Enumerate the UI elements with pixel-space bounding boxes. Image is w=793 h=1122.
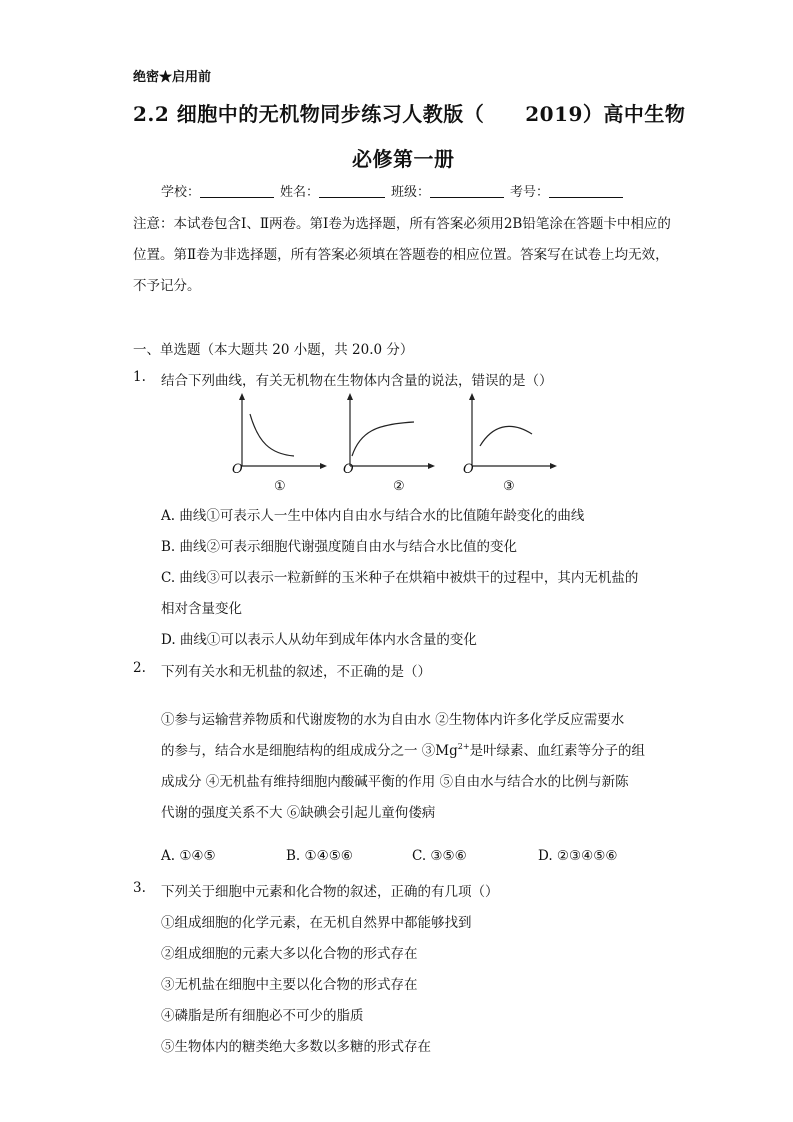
graph-1-origin: O [232, 462, 243, 477]
option-d[interactable]: D. ②③④⑤⑥ [538, 848, 618, 864]
option-a[interactable]: A. ①④⑤ [161, 848, 216, 864]
school-label: 学校： [161, 185, 201, 200]
question-number: 3. [133, 880, 146, 896]
x-axis-arrow [550, 463, 557, 469]
exam-number-blank[interactable] [549, 184, 623, 198]
option-b[interactable]: B. ①④⑤⑥ [286, 848, 353, 864]
instructions-note: 注意：本试卷包含Ⅰ、Ⅱ两卷。第Ⅰ卷为选择题，所有答案必须用2B铅笔涂在答题卡中相应的位置。第Ⅱ卷为非选择题，所有答案必须填在答题卷的相应位置。答案写在试卷上均无效，不予记分。 [133, 216, 671, 294]
superscript: 2+ [457, 742, 470, 751]
statement-text: 的参与，结合水是细胞结构的组成成分之一 ③Mg [161, 743, 458, 759]
curve-graph-3 [458, 392, 558, 472]
question-number: 1. [133, 369, 146, 385]
question-stem: 下列有关水和无机盐的叙述，不正确的是（） [161, 664, 431, 680]
curve-graph-2-svg [336, 392, 436, 472]
option-a[interactable]: A. 曲线①可表示人一生中体内自由水与结合水的比值随年龄变化的曲线 [161, 508, 585, 524]
curve-graph-3-svg [458, 392, 558, 472]
option-c-continued: 相对含量变化 [161, 601, 242, 617]
name-blank[interactable] [319, 184, 385, 198]
class-label: 班级： [391, 185, 431, 200]
y-axis-arrow [239, 393, 245, 400]
statement-text: 是叶绿素、血红素等分子的组 [469, 743, 646, 759]
statement-line: 成成分 ④无机盐有维持细胞内酸碱平衡的作用 ⑤自由水与结合水的比例与新陈 [161, 774, 629, 790]
y-axis-arrow [347, 393, 353, 400]
graph-1-label: ① [274, 479, 286, 494]
question-stem: 结合下列曲线，有关无机物在生物体内含量的说法，错误的是（） [161, 373, 553, 389]
x-axis-arrow [428, 463, 435, 469]
graph-3-origin: O [463, 462, 474, 477]
graph-3-label: ③ [503, 479, 515, 494]
graph-2-origin: O [343, 462, 354, 477]
option-d[interactable]: D. 曲线①可以表示人从幼年到成年体内水含量的变化 [161, 632, 477, 648]
question-stem: 下列关于细胞中元素和化合物的叙述，正确的有几项（） [161, 884, 499, 900]
y-axis-arrow [469, 393, 475, 400]
page-title-line2: 必修第一册 [352, 147, 455, 171]
option-c[interactable]: C. 曲线③可以表示一粒新鲜的玉米种子在烘箱中被烘干的过程中，其内无机盐的 [161, 570, 639, 586]
curve-graph-1 [228, 392, 328, 472]
statement-line: ①参与运输营养物质和代谢废物的水为自由水 ②生物体内许多化学反应需要水 [161, 712, 625, 728]
graph-2-label: ② [393, 479, 405, 494]
exam-number-label: 考号： [510, 185, 550, 200]
name-label: 姓名： [280, 185, 320, 200]
section-header: 一、单选题（本大题共 20 小题，共 20.0 分） [133, 342, 414, 358]
page-title: 2.2 细胞中的无机物同步练习人教版（ 2019）高中生物 [133, 102, 686, 126]
option-b[interactable]: B. 曲线②可表示细胞代谢强度随自由水与结合水比值的变化 [161, 539, 518, 555]
statement-item: ①组成细胞的化学元素，在无机自然界中都能够找到 [161, 915, 472, 931]
statement-line: 代谢的强度关系不大 ⑥缺碘会引起儿童佝偻病 [161, 805, 436, 821]
statement-item: ③无机盐在细胞中主要以化合物的形式存在 [161, 977, 418, 993]
rise-fall-curve [480, 426, 532, 446]
question-number: 2. [133, 660, 146, 676]
curve-graph-2 [336, 392, 436, 472]
class-blank[interactable] [430, 184, 504, 198]
x-axis-arrow [320, 463, 327, 469]
curve-graph-1-svg [228, 392, 328, 472]
confidential-mark: 绝密★启用前 [133, 70, 212, 85]
increasing-curve [352, 422, 414, 456]
statement-item: ②组成细胞的元素大多以化合物的形式存在 [161, 946, 418, 962]
option-c[interactable]: C. ③⑤⑥ [412, 848, 467, 864]
student-info-line [161, 181, 629, 200]
decreasing-curve [250, 414, 294, 456]
statement-line [161, 739, 645, 759]
school-blank[interactable] [200, 184, 274, 198]
statement-item: ⑤生物体内的糖类绝大多数以多糖的形式存在 [161, 1039, 431, 1055]
statement-item: ④磷脂是所有细胞必不可少的脂质 [161, 1008, 364, 1024]
